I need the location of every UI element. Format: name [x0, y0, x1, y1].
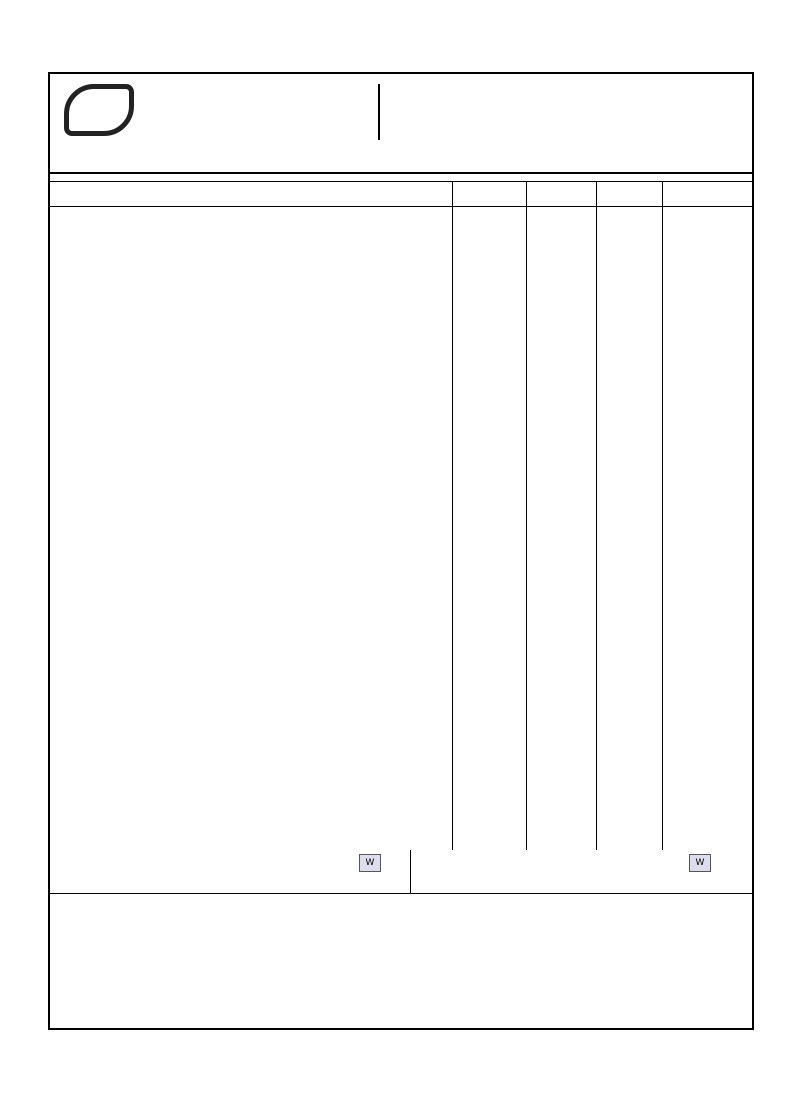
table-header [50, 181, 752, 207]
col-line [410, 850, 411, 894]
main-frame [48, 72, 754, 1030]
brand-logo-icon [64, 84, 134, 136]
divider [378, 84, 380, 140]
series-21-doc[interactable] [340, 854, 400, 875]
word-doc-icon: W [359, 854, 381, 872]
banner [50, 74, 752, 174]
series-22-doc[interactable] [660, 854, 740, 875]
col-line [596, 181, 597, 850]
col-line [452, 181, 453, 850]
series-row [50, 850, 752, 894]
col-line [662, 181, 663, 850]
word-doc-icon: W [689, 854, 711, 872]
col-line [526, 181, 527, 850]
